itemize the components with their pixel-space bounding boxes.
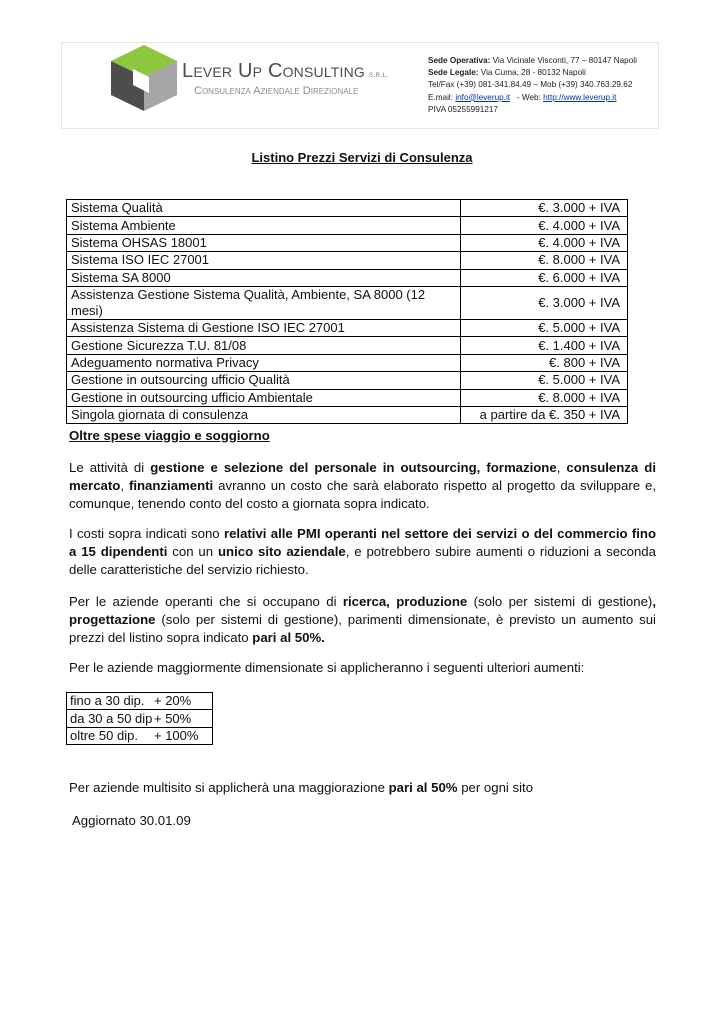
- increase-percent: + 50%: [154, 710, 192, 726]
- price-row: [67, 319, 628, 336]
- paragraph-research-increase: Per le aziende operanti che si occupano di ricerca, produzione (solo per sistemi di gestione), progettazione (solo per sistemi di gestione), parimenti dimensionate, è previsto un aumento sui prezzi del listino sopra indicato pari al 50%.: [69, 594, 657, 645]
- service-name: Sistema SA 8000: [67, 269, 461, 286]
- price-row: [67, 217, 628, 234]
- employee-range: fino a 30 dip.: [70, 693, 145, 709]
- sede-legale: Sede Legale: Via Cuma, 28 - 80132 Napoli: [428, 68, 586, 78]
- price-row: [67, 269, 628, 286]
- increase-row: [67, 693, 213, 710]
- price-row: [67, 337, 628, 354]
- service-name: Adeguamento normativa Privacy: [67, 354, 461, 371]
- service-price: €. 8.000 + IVA: [461, 252, 628, 269]
- service-name: Sistema Qualità: [67, 200, 461, 217]
- contact-info: [428, 55, 637, 116]
- service-name: Assistenza Sistema di Gestione ISO IEC 27001: [67, 319, 461, 336]
- price-row: [67, 234, 628, 251]
- brand-block: [182, 60, 389, 97]
- paragraph-special-services: Le attività di gestione e selezione del personale in outsourcing, formazione, consulenza di mercato, finanziamenti avranno un costo che sarà elaborato rispetto al progetto da sviluppare e, comunque, tenendo conto del costo a giornata sopra indicato.: [69, 460, 657, 511]
- web-link[interactable]: http://www.leverup.it: [543, 92, 617, 102]
- service-name: Gestione in outsourcing ufficio Ambientale: [67, 389, 461, 406]
- service-price: €. 1.400 + IVA: [461, 337, 628, 354]
- employee-range: oltre 50 dip.: [70, 727, 138, 743]
- service-price: €. 3.000 + IVA: [461, 286, 628, 319]
- service-name: Singola giornata di consulenza: [67, 406, 461, 423]
- service-price: a partire da €. 350 + IVA: [461, 406, 628, 423]
- price-row: [67, 354, 628, 371]
- service-price: €. 5.000 + IVA: [461, 319, 628, 336]
- service-price: €. 5.000 + IVA: [461, 372, 628, 389]
- price-row: [67, 200, 628, 217]
- phone-line: Tel/Fax (+39) 081-341.84.49 – Mob (+39) 340.763.29.62: [428, 80, 633, 90]
- brand-name: Lever Up Consulting s.r.l.: [182, 60, 389, 82]
- service-price: €. 3.000 + IVA: [461, 200, 628, 217]
- employee-range: da 30 a 50 dip: [70, 710, 153, 726]
- increase-cell: [67, 727, 213, 744]
- increase-cell: [67, 693, 213, 710]
- increase-percent: + 20%: [154, 693, 192, 709]
- brand-tagline: Consulenza Aziendale Direzionale: [194, 85, 359, 97]
- sede-operativa: Sede Operativa: Via Vicinale Visconti, 77 – 80147 Napoli: [428, 56, 637, 65]
- service-price: €. 800 + IVA: [461, 354, 628, 371]
- brand-suffix: s.r.l.: [369, 70, 389, 79]
- increase-cell: [67, 710, 213, 727]
- service-price: €. 6.000 + IVA: [461, 269, 628, 286]
- service-name: Sistema OHSAS 18001: [67, 234, 461, 251]
- price-row: [67, 252, 628, 269]
- extra-costs-note: Oltre spese viaggio e soggiorno: [69, 428, 270, 443]
- service-name: Assistenza Gestione Sistema Qualità, Ambiente, SA 8000 (12 mesi): [67, 286, 461, 319]
- price-row: [67, 406, 628, 423]
- service-name: Sistema Ambiente: [67, 217, 461, 234]
- increase-percent: + 100%: [154, 727, 199, 743]
- service-price: €. 4.000 + IVA: [461, 234, 628, 251]
- price-row: [67, 389, 628, 406]
- price-table: [66, 199, 628, 424]
- email-link[interactable]: info@leverup.it: [455, 92, 511, 102]
- service-name: Sistema ISO IEC 27001: [67, 252, 461, 269]
- service-price: €. 8.000 + IVA: [461, 389, 628, 406]
- service-price: €. 4.000 + IVA: [461, 217, 628, 234]
- increase-table: [66, 692, 213, 745]
- price-row: [67, 286, 628, 319]
- paragraph-pmi-costs: I costi sopra indicati sono relativi alle PMI operanti nel settore dei servizi o del commercio fino a 15 dipendenti con un unico sito aziendale, e potrebbero subire aumenti o riduzioni a seconda delle caratteristiche del servizio richiesto.: [69, 526, 657, 577]
- service-name: Gestione Sicurezza T.U. 81/08: [67, 337, 461, 354]
- increase-row: [67, 727, 213, 744]
- email-web-line: E.mail: info@leverup.it - Web: http://www.leverup.it: [428, 92, 617, 102]
- updated-date: Aggiornato 30.01.09: [72, 813, 191, 828]
- increase-row: [67, 710, 213, 727]
- paragraph-multisite: Per aziende multisito si applicherà una maggiorazione pari al 50% per ogni sito: [69, 780, 534, 795]
- price-row: [67, 372, 628, 389]
- page-title: Listino Prezzi Servizi di Consulenza: [251, 150, 473, 165]
- piva: PIVA 05255991217: [428, 104, 498, 114]
- company-logo: [109, 43, 179, 113]
- service-name: Gestione in outsourcing ufficio Qualità: [67, 372, 461, 389]
- paragraph-size-increase: Per le aziende maggiormente dimensionate si applicheranno i seguenti ulteriori aumenti:: [69, 660, 585, 675]
